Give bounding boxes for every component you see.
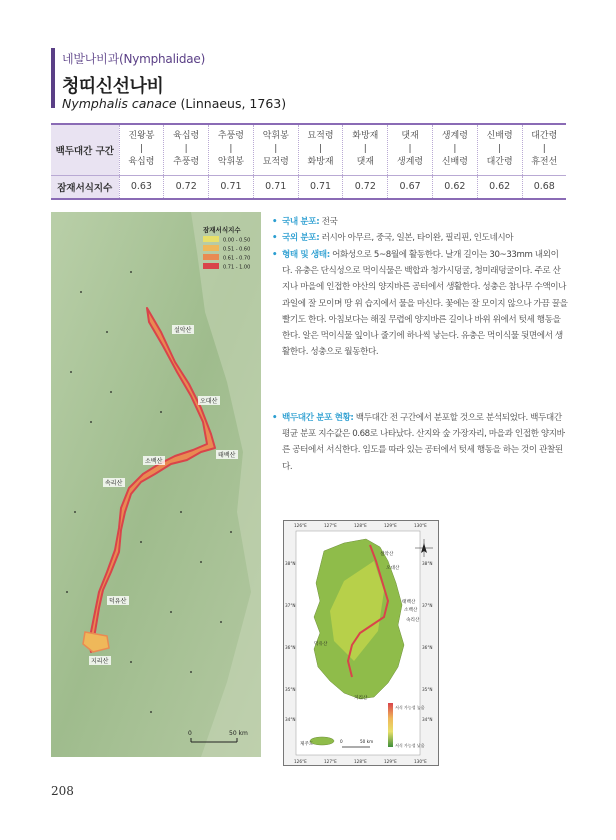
- legend-label: 0.00 - 0.50: [223, 237, 251, 244]
- section-cell: 육십령 | 추풍령: [164, 124, 209, 175]
- section-cell: 신배령 | 대간령: [477, 124, 522, 175]
- place-label-jirisan: 지리산: [91, 658, 109, 665]
- jeju-island: [310, 737, 334, 745]
- detail-map-svg: [51, 212, 261, 757]
- lon-tick: 129°E: [384, 523, 397, 528]
- species-author: (Linnaeus, 1763): [176, 96, 287, 111]
- bullet-dot: •: [272, 217, 278, 227]
- section-cell: 대간령 | 휴전선: [522, 124, 566, 175]
- overview-label-jejudo: 제주도: [300, 742, 314, 747]
- scale-label: 50 km: [229, 730, 248, 737]
- legend-swatch: [203, 254, 219, 260]
- page-number: 208: [51, 784, 74, 798]
- place-label-taebaeksan: 태백산: [218, 452, 236, 459]
- legend-title: 잠재서식지수: [203, 226, 241, 234]
- overview-label-deogyusan: 덕유산: [314, 642, 328, 647]
- legend-swatch: [203, 245, 219, 251]
- lat-tick: 34°N: [285, 717, 296, 722]
- section-cell: 화방재 | 댓재: [343, 124, 388, 175]
- section-row: [51, 124, 566, 175]
- korea-overview-map: [283, 520, 439, 766]
- bullet-label: 백두대간 분포 현황:: [282, 413, 354, 423]
- title-accent-bar: [51, 48, 55, 108]
- place-label-deogyusan: 덕유산: [109, 598, 127, 605]
- lon-tick: 130°E: [414, 523, 427, 528]
- section-cell: 추풍령 | 악휘봉: [209, 124, 254, 175]
- bullet-domestic: [272, 214, 568, 230]
- overview-scale-zero: 0: [340, 739, 343, 744]
- legend-low: 서식 가능성 낮음: [395, 743, 425, 748]
- section-cell: 진왕봉 | 육십령: [119, 124, 164, 175]
- lat-tick: 35°N: [285, 687, 296, 692]
- scientific-name: [62, 96, 286, 111]
- lat-tick: 38°N: [422, 561, 433, 566]
- legend-label: 0.51 - 0.60: [223, 246, 251, 253]
- page-title: 청띠신선나비: [62, 76, 164, 97]
- index-value: 0.62: [432, 175, 477, 199]
- bullet-dot: •: [272, 233, 278, 243]
- lat-tick: 36°N: [285, 645, 296, 650]
- index-value: 0.72: [343, 175, 388, 199]
- species-name: Nymphalis canace: [62, 96, 177, 111]
- bullet-text: 러시아 아무르, 중국, 일본, 타이완, 필리핀, 인도네시아: [319, 233, 514, 243]
- index-value: 0.68: [522, 175, 566, 199]
- index-value: 0.71: [253, 175, 298, 199]
- index-value: 0.63: [119, 175, 164, 199]
- overview-scale-label: 50 km: [360, 739, 374, 744]
- family-label: 네발나비과(Nymphalidae): [62, 52, 206, 66]
- bullet-label: 형태 및 생태:: [282, 250, 330, 260]
- place-label-songnisan: 속리산: [105, 480, 123, 487]
- index-header: 잠재서식지수: [51, 175, 119, 199]
- lon-tick: 127°E: [324, 523, 337, 528]
- bullet-label: 국내 분포:: [282, 217, 320, 227]
- bullet-distribution: [272, 410, 568, 475]
- lon-tick: 128°E: [354, 523, 367, 528]
- place-label-sobaeksan: 소백산: [145, 458, 163, 465]
- overview-map-svg: [284, 521, 438, 765]
- index-value: 0.72: [164, 175, 209, 199]
- section-cell: 댓재 | 생계령: [388, 124, 433, 175]
- bullet-text: 전국: [319, 217, 338, 227]
- bullet-label: 국외 분포:: [282, 233, 320, 243]
- overview-label-songnisan: 속리산: [406, 618, 420, 623]
- bullet-text: 백두대간 전 구간에서 분포할 것으로 분석되었다. 백두대간 평균 분포 지수값은 0.68로 나타났다. 산지와 숲 가장자리, 마을과 인접한 양지바른 공터에서 서식한다. 임도를 따라 있는 공터에서 텃세 행동을 하는 것이 관찰된다.: [282, 413, 565, 472]
- lon-tick: 126°E: [294, 759, 307, 764]
- section-cell: 묘적령 | 화방재: [298, 124, 343, 175]
- lat-tick: 35°N: [422, 687, 433, 692]
- lon-tick: 126°E: [294, 523, 307, 528]
- baekdudaegan-detail-map: [51, 212, 261, 757]
- lon-tick: 129°E: [384, 759, 397, 764]
- place-label-odaesan: 오대산: [200, 398, 218, 405]
- lon-tick: 127°E: [324, 759, 337, 764]
- overview-label-sobaeksan: 소백산: [404, 608, 418, 613]
- lat-tick: 36°N: [422, 645, 433, 650]
- bullet-ecology: [272, 247, 568, 360]
- lat-tick: 38°N: [285, 561, 296, 566]
- overview-label-seoraksan: 설악산: [380, 552, 394, 557]
- suitability-gradient: [388, 703, 393, 747]
- section-header: 백두대간 구간: [51, 124, 119, 175]
- habitat-index-table: [51, 123, 566, 200]
- index-value: 0.62: [477, 175, 522, 199]
- legend-swatch: [203, 236, 219, 242]
- legend-label: 0.71 - 1.00: [223, 264, 251, 271]
- overview-label-jirisan: 지리산: [354, 696, 368, 701]
- legend-high: 서식 가능성 높음: [395, 705, 425, 710]
- lon-tick: 128°E: [354, 759, 367, 764]
- bullet-overseas: [272, 230, 568, 246]
- lon-tick: 130°E: [414, 759, 427, 764]
- legend-label: 0.61 - 0.70: [223, 255, 251, 262]
- index-value: 0.67: [388, 175, 433, 199]
- overview-label-taebaeksan: 태백산: [402, 600, 416, 605]
- scale-zero: 0: [188, 730, 192, 737]
- lat-tick: 34°N: [422, 717, 433, 722]
- bullet-text: 어화성으로 5~8월에 활동한다. 날개 길이는 30~33mm 내외이다. 유충은 단식성으로 먹이식물은 백합과 청가시덩굴, 청미래덩굴이다. 주로 산지나 마을에 인접한 야산의 양지바른 공터에서 생활한다. 성충은 참나무 수액이나 과일에 잘 모이며 땅 위 습지에서 물을 마신다. 꽃에는 잘 모이지 않으나 가끔 꿀을 빨기도 한다. 아침보다는 해질 무렵에 양지바른 길이나 바위 위에서 텃세 행동을 한다. 알은 먹이식물 잎이나 줄기에 하나씩 낳는다. 유충은 먹이식물 뒷면에서 생활한다. 성충으로 월동한다.: [282, 250, 568, 358]
- legend-swatch: [203, 263, 219, 269]
- section-cell: 악휘봉 | 묘적령: [253, 124, 298, 175]
- section-cell: 생계령 | 신배령: [432, 124, 477, 175]
- index-value: 0.71: [209, 175, 254, 199]
- lat-tick: 37°N: [285, 603, 296, 608]
- index-value: 0.71: [298, 175, 343, 199]
- overview-label-odaesan: 오대산: [386, 566, 400, 571]
- place-label-seoraksan: 설악산: [174, 327, 192, 334]
- index-row: [51, 175, 566, 199]
- bullet-dot: •: [272, 250, 278, 260]
- lat-tick: 37°N: [422, 603, 433, 608]
- bullet-dot: •: [272, 413, 278, 423]
